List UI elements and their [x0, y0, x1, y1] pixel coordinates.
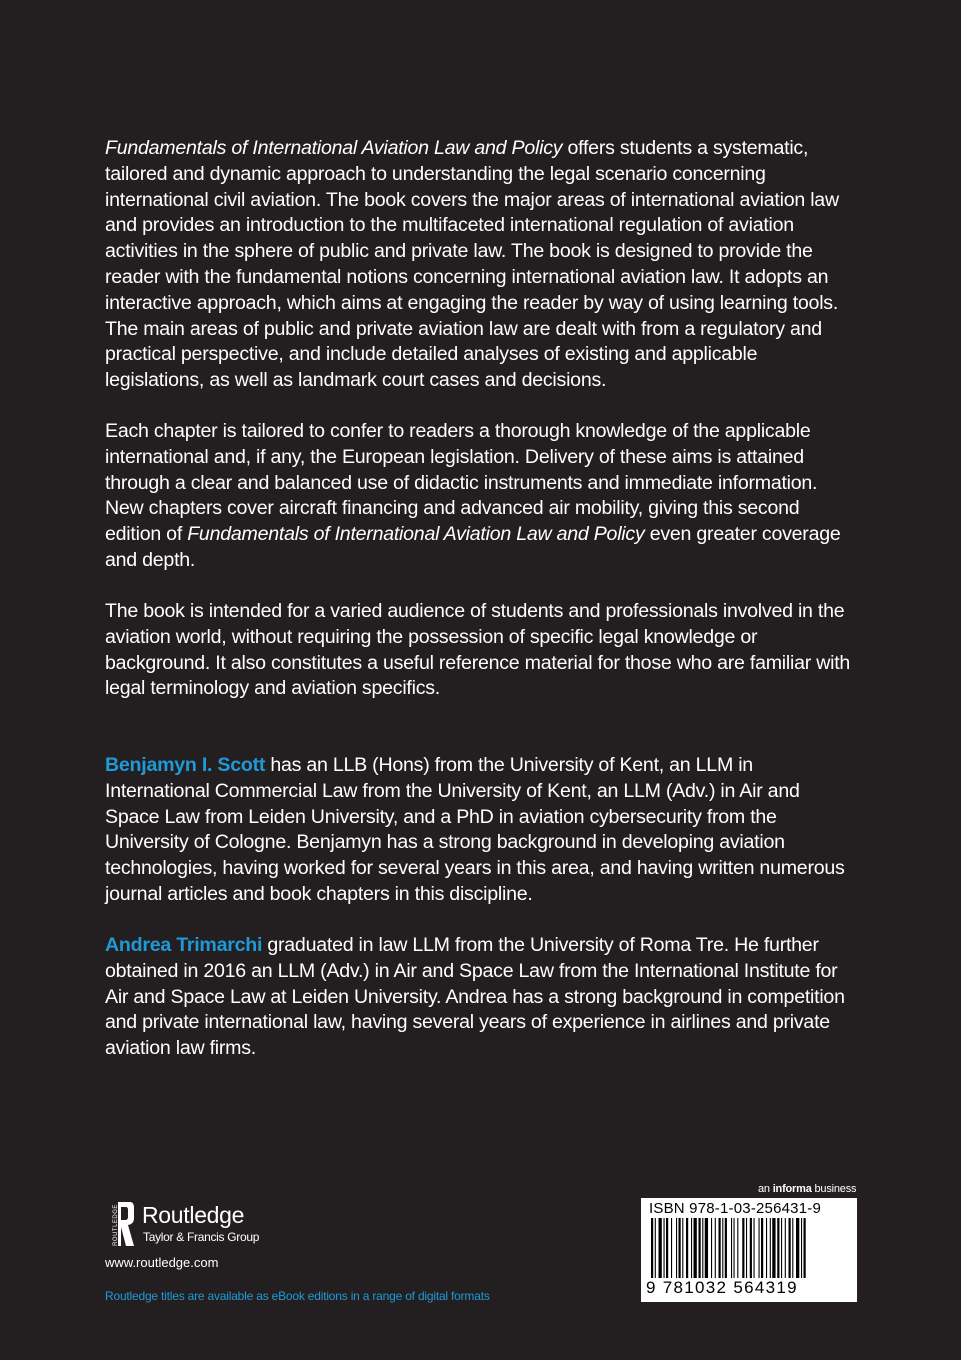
description-paragraph-3 [105, 599, 855, 702]
barcode-bar [715, 1218, 716, 1278]
description-text: offers students a systematic, tailored and dynamic approach to understanding the legal scenario concerning international civil aviation. The book covers the major areas of international aviation law and provides an introduction to the multifaceted international regulation of aviation activities in the sphere of public and private law. The book is designed to provide the reader with the fundamental notions concerning international aviation law. It adopts an interactive approach, which aims at engaging the reader by way of using learning tools. The main areas of public and private aviation law are dealt with from a regulatory and practical perspective, and include detailed analyses of existing and applicable legislations, as well as landmark court cases and decisions. [105, 137, 839, 392]
barcode-bar [759, 1218, 760, 1278]
author-bio-1 [105, 753, 855, 908]
barcode-bar [671, 1218, 672, 1278]
description-text: Each chapter is tailored to confer to readers a thorough knowledge of the applicable international and, if any, the European legislation. Delivery of these aims is attained through a clear and balanced use of didactic instruments and immediate information. New chapters cover aircraft financing and advanced air mobility, giving this second edition of [105, 420, 818, 546]
ebook-note: Routledge titles are available as eBook editions in a range of digital formats [105, 1289, 490, 1303]
author-name: Andrea Trimarchi [105, 934, 263, 956]
barcode-bar [746, 1218, 747, 1278]
barcode-bar [676, 1218, 677, 1278]
barcode-bar [737, 1218, 738, 1278]
barcode-bar [694, 1218, 697, 1278]
barcode-bar [682, 1218, 683, 1278]
barcode-bar [785, 1218, 786, 1278]
author-bio-text: has an LLB (Hons) from the University of Kent, an LLM in International Commercial Law from the University of Kent, an LLM (Adv.) in Air and Space Law from Leiden University, and a PhD in aviation cybersecurity from the University of Cologne. Benjamyn has a strong background in developing aviation technologies, having worked for several years in this area, and having written numerous journal articles and book chapters in this discipline. [105, 754, 845, 905]
barcode-bar [770, 1218, 771, 1278]
barcode-bar [796, 1218, 799, 1278]
author-name: Benjamyn I. Scott [105, 754, 266, 776]
description-paragraph-2 [105, 419, 855, 574]
book-title-italic: Fundamentals of International Aviation Law and Policy [187, 523, 645, 546]
barcode-bar [777, 1218, 779, 1278]
barcode-bar [686, 1218, 688, 1278]
barcode-bar [666, 1218, 668, 1278]
description-text: even greater coverage and depth. [105, 523, 841, 571]
barcode-bar [781, 1218, 782, 1278]
barcode-bar [711, 1218, 712, 1278]
routledge-r-icon [104, 1200, 134, 1250]
barcode-bar [655, 1218, 656, 1278]
barcode-bar [754, 1218, 755, 1278]
barcode-digits: 9 781032 564319 [646, 1278, 798, 1297]
isbn-label: ISBN 978-1-03-256431-9 [649, 1200, 822, 1217]
routledge-logo [104, 1198, 364, 1258]
publisher-website: www.routledge.com [105, 1255, 219, 1270]
author-bio-2 [105, 933, 855, 1062]
barcode-bar [731, 1218, 732, 1278]
isbn-barcode [641, 1198, 857, 1302]
barcode-bar [801, 1218, 802, 1278]
barcode-bar [804, 1218, 806, 1278]
barcode-bar [664, 1218, 665, 1278]
description-paragraph-1 [105, 136, 855, 394]
barcode-bar [761, 1218, 763, 1278]
informa-business-mark: an informa business [758, 1183, 857, 1195]
barcode-bar [679, 1218, 681, 1278]
barcode-bar [651, 1218, 653, 1278]
barcode-bar [772, 1218, 775, 1278]
barcode-bar [719, 1218, 721, 1278]
book-title-italic: Fundamentals of International Aviation Law and Policy [105, 137, 563, 159]
barcode-bar [792, 1218, 793, 1278]
publisher-group: Taylor & Francis Group [143, 1230, 260, 1244]
barcode-bar [742, 1218, 744, 1278]
barcode-bar [659, 1218, 662, 1278]
barcode-bar [722, 1218, 723, 1278]
author-bio-text: graduated in law LLM from the University of Roma Tre. He further obtained in 2016 an LLM (Adv.) in Air and Space Law from the International Institute for Air and Space Law at Leiden University. Andrea has a strong background in competition and private international law, having several years of experience in airlines and private aviation law firms. [105, 934, 845, 1060]
barcode-bar [734, 1218, 735, 1278]
publisher-name: Routledge [142, 1202, 245, 1228]
barcode-bar [702, 1218, 703, 1278]
description-text: The book is intended for a varied audience of students and professionals involved in the aviation world, without requiring the possession of specific legal knowledge or background. It also constitutes a useful reference material for those who are familiar with legal terminology and aviation specifics. [105, 600, 851, 700]
routledge-vertical-mark: ROUTLEDGE [113, 1204, 119, 1246]
barcode-bar [691, 1218, 692, 1278]
barcode-bar [750, 1218, 752, 1278]
barcode-bar [699, 1218, 701, 1278]
barcode-bar [705, 1218, 708, 1278]
barcode-bar [766, 1218, 767, 1278]
barcode-bar [725, 1218, 727, 1278]
barcode-bar [789, 1218, 791, 1278]
